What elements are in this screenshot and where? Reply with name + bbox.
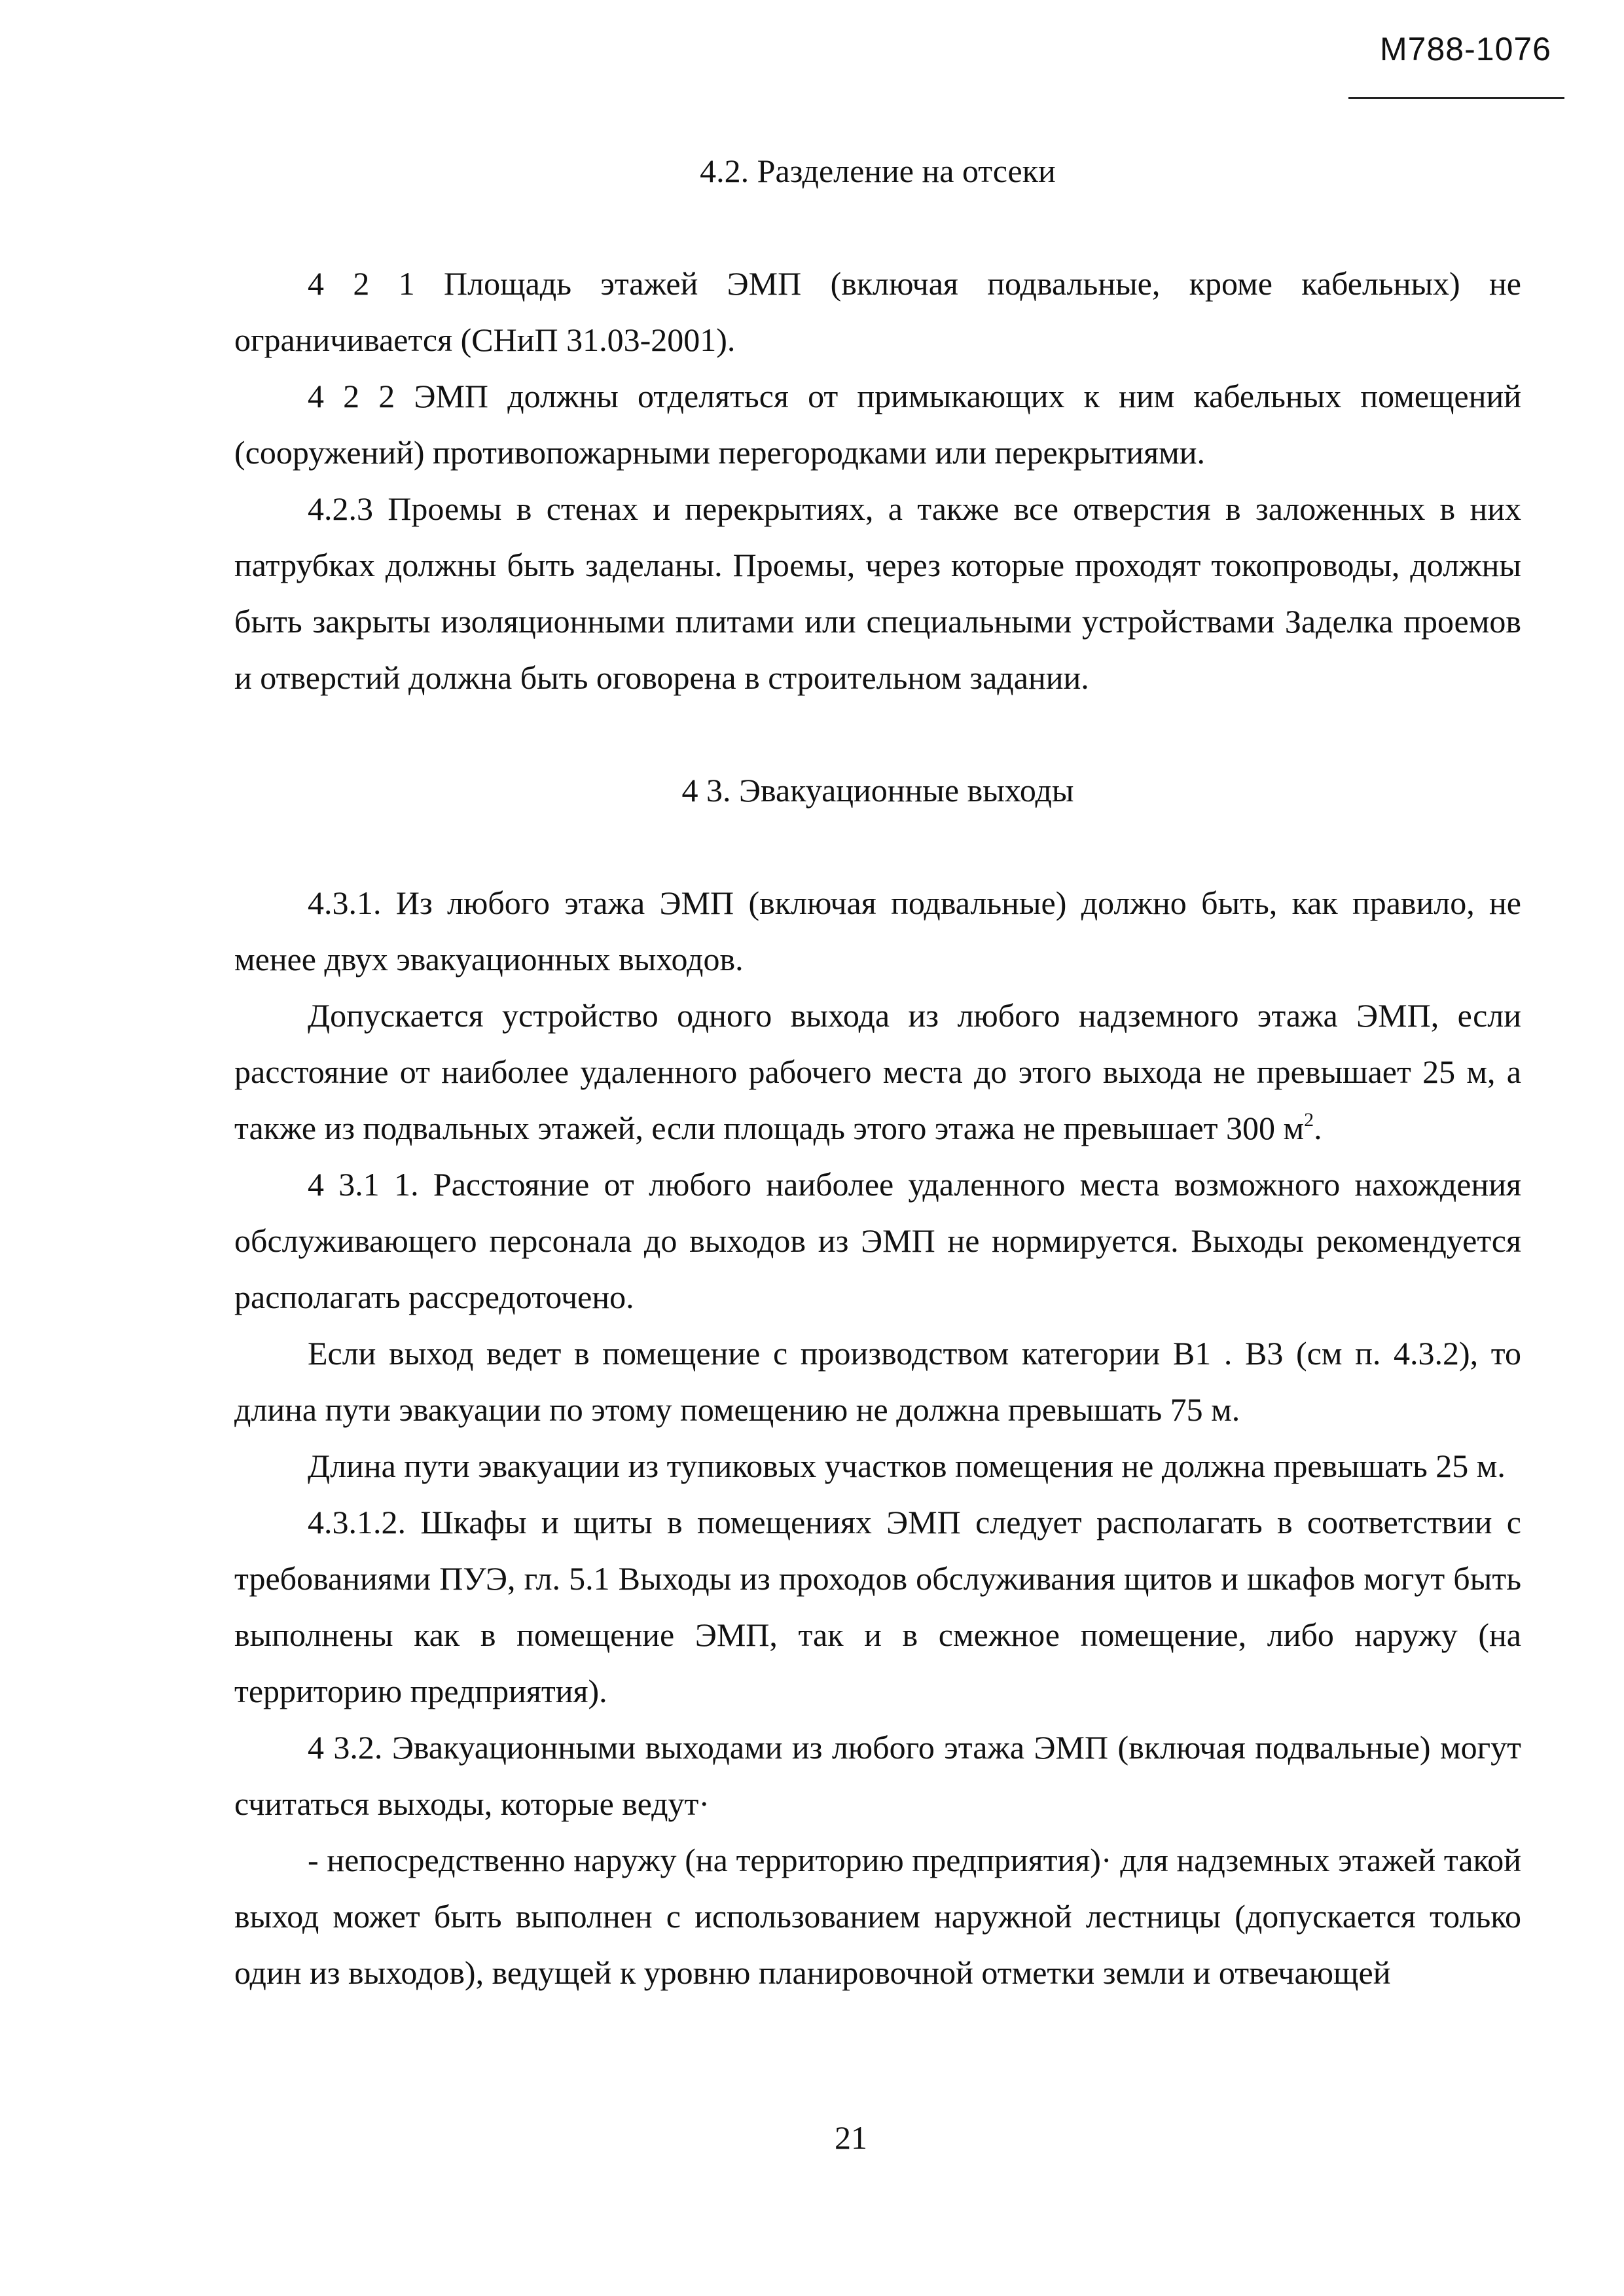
spacer	[234, 818, 1521, 875]
page-number: 21	[835, 2119, 867, 2156]
page-body	[234, 143, 1521, 2001]
superscript-squared: 2	[1304, 1109, 1314, 1131]
section-heading-4-2: 4.2. Разделение на отсеки	[700, 153, 1056, 189]
paragraph-4-2-1: 4 2 1 Площадь этажей ЭМП (включая подвальные, кроме кабельных) не ограничивается (СНиП 31.03-2001).	[234, 265, 1521, 358]
paragraph-4-3-1-1: 4 3.1 1. Расстояние от любого наиболее удаленного места возможного нахождения обслуживающего персонала до выходов из ЭМП не нормируется. Выходы рекомендуется располагать рассредоточено.	[234, 1166, 1521, 1315]
section-heading-4-3: 4 3. Эвакуационные выходы	[681, 772, 1074, 809]
document-code: М788-1076	[1380, 31, 1551, 67]
paragraph-4-3-1-continued	[234, 987, 1521, 1156]
paragraph-text: Допускается устройство одного выхода из любого надземного этажа ЭМП, если расстояние от наиболее удаленного рабочего места до этого выхода не превышает 25 м, а также из подвальных этажей, если площадь этого этажа не превышает 300 м	[234, 997, 1521, 1146]
paragraph-4-3-1-1-c: Длина пути эвакуации из тупиковых участков помещения не должна превышать 25 м.	[308, 1448, 1506, 1484]
paragraph-4-3-1-1-b: Если выход ведет в помещение с производством категории В1 . В3 (см п. 4.3.2), то длина пути эвакуации по этому помещению не должна превышать 75 м.	[234, 1335, 1521, 1428]
paragraph-4-3-2: 4 3.2. Эвакуационными выходами из любого этажа ЭМП (включая подвальные) могут считаться выходы, которые ведут·	[234, 1729, 1521, 1822]
spacer	[234, 706, 1521, 762]
spacer	[234, 199, 1521, 255]
paragraph-end: .	[1314, 1110, 1322, 1146]
paragraph-4-3-2-item-1: - непосредственно наружу (на территорию предприятия)· для надземных этажей такой выход может быть выполнен с использованием наружной лестницы (допускается только один из выходов), ведущей к уровню планировочной отметки земли и отвечающей	[234, 1842, 1521, 1991]
paragraph-4-2-3: 4.2.3 Проемы в стенах и перекрытиях, а также все отверстия в заложенных в них патрубках должны быть заделаны. Проемы, через которые проходят токопроводы, должны быть закрыты изоляционными плитами или специальными устройствами Заделка проемов и отверстий должна быть оговорена в строительном задании.	[234, 490, 1521, 696]
paragraph-4-3-1: 4.3.1. Из любого этажа ЭМП (включая подвальные) должно быть, как правило, не менее двух эвакуационных выходов.	[234, 884, 1521, 977]
document-code-underline	[1348, 97, 1564, 99]
paragraph-4-3-1-2: 4.3.1.2. Шкафы и щиты в помещениях ЭМП следует располагать в соответствии с требованиями ПУЭ, гл. 5.1 Выходы из проходов обслуживания щитов и шкафов могут быть выполнены как в помещение ЭМП, так и в смежное помещение, либо наружу (на территорию предприятия).	[234, 1504, 1521, 1709]
paragraph-4-2-2: 4 2 2 ЭМП должны отделяться от примыкающих к ним кабельных помещений (сооружений) противопожарными перегородками или перекрытиями.	[234, 378, 1521, 471]
